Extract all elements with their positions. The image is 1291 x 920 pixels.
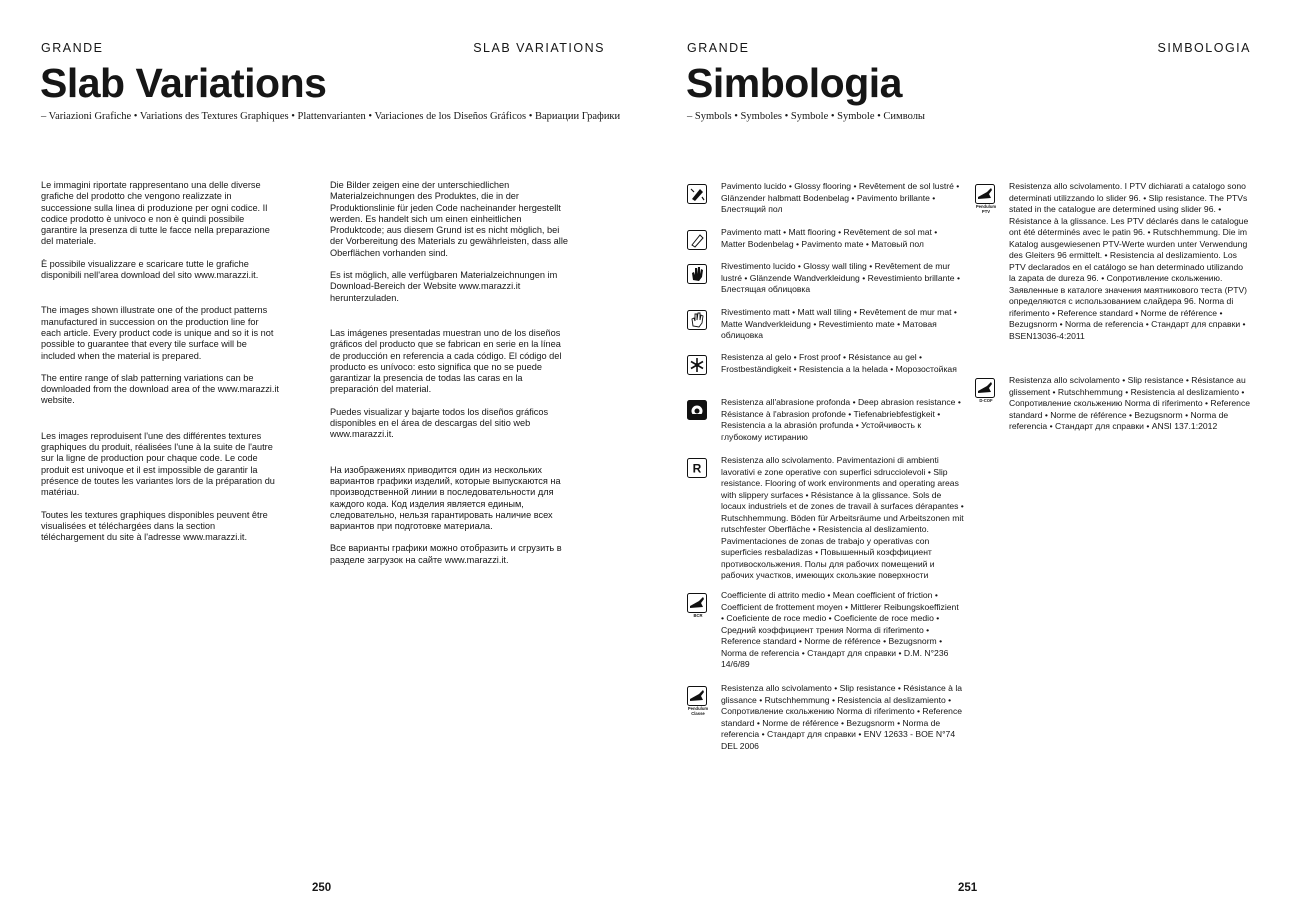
symbol-description: Rivestimento lucido • Glossy wall tiling • Revêtement de mur lustré • Glänzende Wandverkleidung • Revestimiento brillante • Блестящая облицовка [721,261,960,294]
right-page-number: 251 [958,882,978,894]
paragraph: Все варианты графики можно отобразить и сгрузить в разделе загрузок на сайте www.marazzi.it. [330,543,562,565]
left-header-section: SLAB VARIATIONS [473,41,605,55]
symbol-caption: Pendulum PTV [975,204,997,214]
symbol-description: Coefficiente di attrito medio • Mean coefficient of friction • Coefficient de frottement moyen • Mittlerer Reibungskoeffizient • Coeficiente de roce medio • Coeficiente de roce medio • Средний коэффициент трения Norma di riferimento • Reference standard • Norme de référence • Bezugsnorm • Norma de referencia • Стандарт для справки • D.M. N°236 14/6/89 [721,590,959,669]
symbol-description: Resistenza allo scivolamento. I PTV dichiarati a catalogo sono determinati utilizzando lo slider 96. • Slip resistance. The PTVs stated in the catalogue are determined using slider 96. • Résistance à la glissance. Les PTV déclarés dans le catalogue ont été déterminés avec le patin 96. • Rutschhemmung. Die im Katalog ausgewiesenen PTV-Werte wurden unter Verwendung des Gleiters 96 ermittelt. • Resistencia al deslizamiento. Los PTV declarados en el catálogo se han determinado utilizando la zapata de dureza 96. • Сопротивление скольжению. Заявленные в каталоге значения маятникового теста (PTV) определяются с использованием слайдера 96. Norma di riferimento • Reference standard • Norme de référence • Bezugsnorm • Norma de referencia • Стандарт для справки • BSEN13036-4:2011 [1009,181,1249,341]
symbol-description: Resistenza all'abrasione profonda • Deep abrasion resistance • Résistance à l'abrasion profonde • Tiefenabriebfestigkeit • Resistencia a la abrasión profunda • Устойчивость к глубокому истиранию [721,397,961,442]
paragraph: Las imágenes presentadas muestran uno de los diseños gráficos del producto que se fabrican en serie en la línea de producción en referencia a cada código. El código del producto es unívoco: esto significa que no se puede garantizar la presencia de todas las caras en la preparación del material. [330,327,562,395]
paragraph: Die Bilder zeigen eine der unterschiedlichen Materialzeichnungen des Produktes, die in der Produktionslinie für jeden Code nacheinander hergestellt werden. Es handelt sich um einen einheitlichen Produktcode; aus diesem Grund ist es nicht möglich, bei der Vorbereitung des Materials zu gewährleisten, dass alle Oberflächen vorhanden sind. [330,180,568,258]
symbol-caption: Pendulum Classe [687,706,709,716]
paragraph: Les images reproduisent l'une des différentes textures graphiques du produit, réalisées l'une à la suite de l'autre sur la ligne de production pour chaque code. Le code produit est univoque et il est impossible de garantir la présence de toutes les variantes lors de la préparation du matériau. [41,430,275,498]
paragraph: È possibile visualizzare e scaricare tutte le grafiche disponibili nell'area download del sito www.marazzi.it. [41,258,259,281]
symbol-description: Rivestimento matt • Matt wall tiling • Revêtement de mur mat • Matte Wandverkleidung • Revestimiento mate • Матовая облицовка [721,307,957,340]
symbol-description: Resistenza allo scivolamento. Pavimentazioni di ambienti lavorativi e zone operative con superfici sdrucciolevoli • Slip resistance. Flooring of work environments and operating areas with slippery surfaces • Résistance à la glissance. Sols de locaux industriels et de zones de travail à surfaces dérapantes • Rutschhemmung. Böden für Arbeitsräume und Arbeitszonen mit rutschfester Oberfläche • Resistencia al deslizamiento. Pavimentaciones de zonas de trabajo y operativas con superficies resbaladizas • Повышенный коэффициент противоскольжения. Полы для рабочих помещений и рабочих участков, имеющих скользкие поверхности [721,455,964,580]
symbol-description: Resistenza allo scivolamento • Slip resistance • Résistance à la glissance • Rutschhemmung • Resistencia al deslizamiento • Сопротивление скольжению Norma di riferimento • Reference standard • Norme de référence • Bezugsnorm • Norma de referencia • Стандарт для справки • ENV 12633 - BOE N°74 DEL 2006 [721,683,963,751]
left-page-subtitle: – Variazioni Grafiche • Variations des Textures Graphiques • Plattenvarianten • Variaciones de los Diseños Gráficos • Вариации Графики [41,111,621,122]
paragraph: The images shown illustrate one of the product patterns manufactured in succession on the production line for each article. Every product code is unique and so it is not possible to guarantee that every tile surface will be included when the material is prepared. [41,305,274,361]
symbol-description: Pavimento lucido • Glossy flooring • Revêtement de sol lustré • Glänzender halbmatt Bodenbelag • Pavimento brillante • Блестящий пол [721,181,960,214]
svg-text:R: R [692,461,702,476]
right-page-subtitle: – Symbols • Symboles • Symbole • Symbole • Символы [687,111,925,122]
paragraph: Puedes visualizar y bajarte todos los diseños gráficos disponibles en el área de descargas del sitio web www.marazzi.it. [330,406,549,440]
symbol-description: Resistenza al gelo • Frost proof • Résistance au gel • Frostbeständigkeit • Resistencia a la helada • Морозостойкая [721,352,957,374]
symbol-caption: BCR [693,613,703,618]
left-column-1 [41,180,281,554]
pendulum-ptv-icon [975,184,995,204]
right-header-brand: GRANDE [687,41,750,55]
paragraph: The entire range of slab patterning variations can be downloaded from the download area of the www.marazzi.it website. [41,372,279,406]
r-slip-resistance-icon [687,458,707,478]
dcof-icon [975,378,995,398]
left-page-title: Slab Variations [40,60,327,106]
symbol-description: Resistenza allo scivolamento • Slip resistance • Résistance au glissement • Rutschhemmung • Resistencia al deslizamiento • Сопротивление скольжению Norma di riferimento • Reference standard • Norme de référence • Bezugsnorm • Norma de referencia • Стандарт для справки • ANSI 137.1:2012 [1009,375,1251,431]
glossy-floor-icon [687,184,707,204]
bcr-friction-icon [687,593,707,613]
symbol-description: Pavimento matt • Matt flooring • Revêtement de sol mat • Matter Bodenbelag • Pavimento mate • Матовый пол [721,227,938,249]
left-column-2 [330,180,570,577]
paragraph: На изображениях приводится один из нескольких вариантов графики изделий, которые выпускаются на производственной линии в последовательности для каждого кода. Код изделия является единым, следовательно, нельзя гарантировать наличие всех вариантов при подготовке материала. [330,464,561,532]
symbol-caption: D-COF [979,398,993,403]
matt-wall-icon [687,310,707,330]
paragraph: Toutes les textures graphiques disponibles peuvent être visualisées et téléchargées dans la section téléchargement du site à l'adresse www.marazzi.it. [41,509,268,543]
left-page-number: 250 [312,882,332,894]
right-page-title: Simbologia [686,60,902,106]
frost-proof-icon [687,355,707,375]
matt-floor-icon [687,230,707,250]
deep-abrasion-icon [687,400,707,420]
pendulum-classe-icon [687,686,707,706]
left-header-brand: GRANDE [41,41,104,55]
glossy-wall-icon [687,264,707,284]
paragraph: Le immagini riportate rappresentano una delle diverse grafiche del prodotto che vengono realizzate in successione sulla linea di produzione per ogni codice. Il codice prodotto è univoco e non è quindi possibile garantire la presenza di tutte le facce nella preparazione del materiale. [41,180,270,247]
right-header-section: SIMBOLOGIA [1157,41,1251,55]
paragraph: Es ist möglich, alle verfügbaren Materialzeichnungen im Download-Bereich der Website www.marazzi.it herunterzuladen. [330,270,558,303]
